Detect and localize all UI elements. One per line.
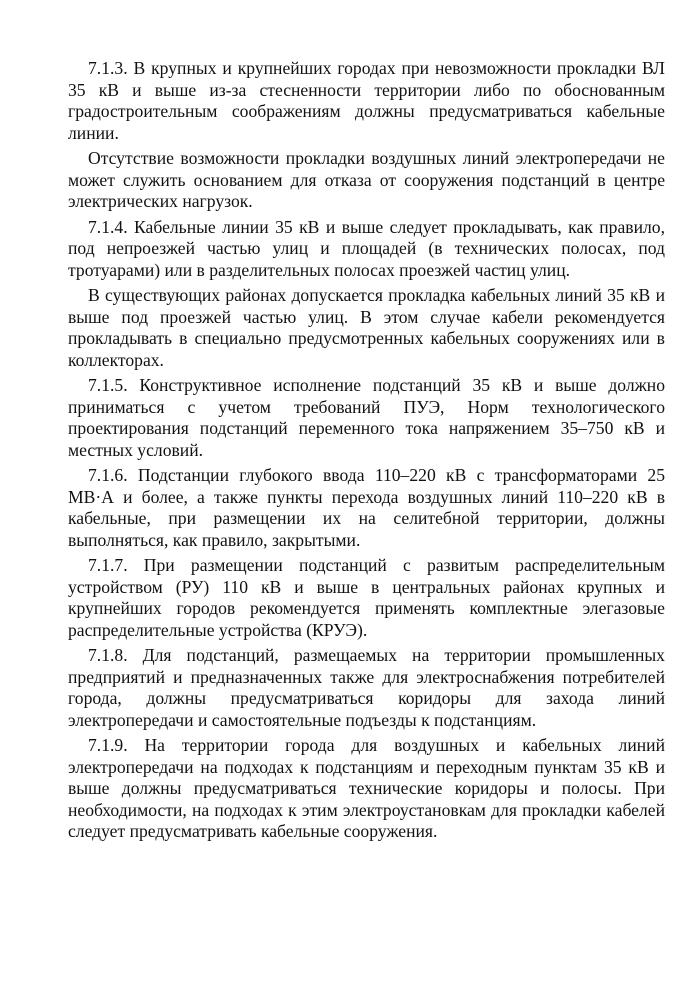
paragraph-text: Подстанции глубокого ввода 110–220 кВ с трансформаторами 25 МВ·А и более, а также пункты перехода воздушных линий 110–220 кВ в кабельные, при размещении их на селитебной территории, должны выполняться, как правило, закрытыми. <box>68 465 665 550</box>
paragraph-7-1-5 <box>68 375 665 461</box>
paragraph-7-1-3 <box>68 58 665 144</box>
document-text <box>68 58 665 847</box>
paragraph-text: Конструктивное исполнение подстанций 35 кВ и выше должно приниматься с учетом требований ПУЭ, Норм технологического проектирования подстанций переменного тока напряжением 35–750 кВ и местных условий. <box>68 375 665 460</box>
clause-number: 7.1.6. <box>88 465 128 485</box>
paragraph-text: Для подстанций, размещаемых на территории промышленных предприятий и предназначенных также для электроснабжения потребителей города, должны предусматриваться коридоры для захода линий электропередачи и самостоятельные подъезды к подстанциям. <box>68 645 665 730</box>
paragraph-text: На территории города для воздушных и кабельных линий электропередачи на подходах к подстанциям и переходным пунктам 35 кВ и выше должны предусматриваться технические коридоры и полосы. При необходимости, на подходах к этим электроустановкам для прокладки кабелей следует предусматривать кабельные сооружения. <box>68 735 665 841</box>
clause-number: 7.1.4. <box>88 216 128 237</box>
paragraph-7-1-7 <box>68 555 665 641</box>
paragraph-7-1-9 <box>68 735 665 843</box>
paragraph-7-1-6 <box>68 465 665 551</box>
paragraph-text: В крупных и крупнейших городах при невозможности прокладки ВЛ 35 кВ и выше из-за стесненности территории либо по обоснованным градостроительным соображениям должны предусматриваться кабельные линии. <box>68 58 665 143</box>
paragraph-text: В существующих районах допускается прокладка кабельных линий 35 кВ и выше под проезжей частью улиц. В этом случае кабели рекомендуется прокладывать в специально предусмотренных кабельных сооружениях или в коллекторах. <box>68 285 665 370</box>
paragraph-7-1-8 <box>68 645 665 731</box>
paragraph-7-1-4 <box>68 217 665 282</box>
paragraph-text: Отсутствие возможности прокладки воздушных линий электропередачи не может служить основанием для отказа от сооружения подстанций в центре электрических нагрузок. <box>68 148 665 211</box>
paragraph-text: Кабельные линии 35 кВ и выше следует прокладывать, как правило, под непроезжей частью улиц и площадей (в технических полосах, под тротуарами) или в разделительных полосах проезжей частиц улиц. <box>68 216 665 280</box>
clause-number: 7.1.8. <box>88 645 128 665</box>
clause-number: 7.1.9. <box>88 735 128 755</box>
clause-number: 7.1.3. <box>88 58 128 78</box>
clause-number: 7.1.7. <box>88 555 128 575</box>
clause-number: 7.1.5. <box>88 375 128 395</box>
paragraph-existing-districts <box>68 285 665 371</box>
paragraph-overhead-lines-note <box>68 148 665 213</box>
paragraph-text: При размещении подстанций с развитым распределительным устройством (РУ) 110 кВ и выше в центральных районах крупных и крупнейших городов рекомендуется применять комплектные элегазовые распределительные устройства (КРУЭ). <box>68 555 665 640</box>
